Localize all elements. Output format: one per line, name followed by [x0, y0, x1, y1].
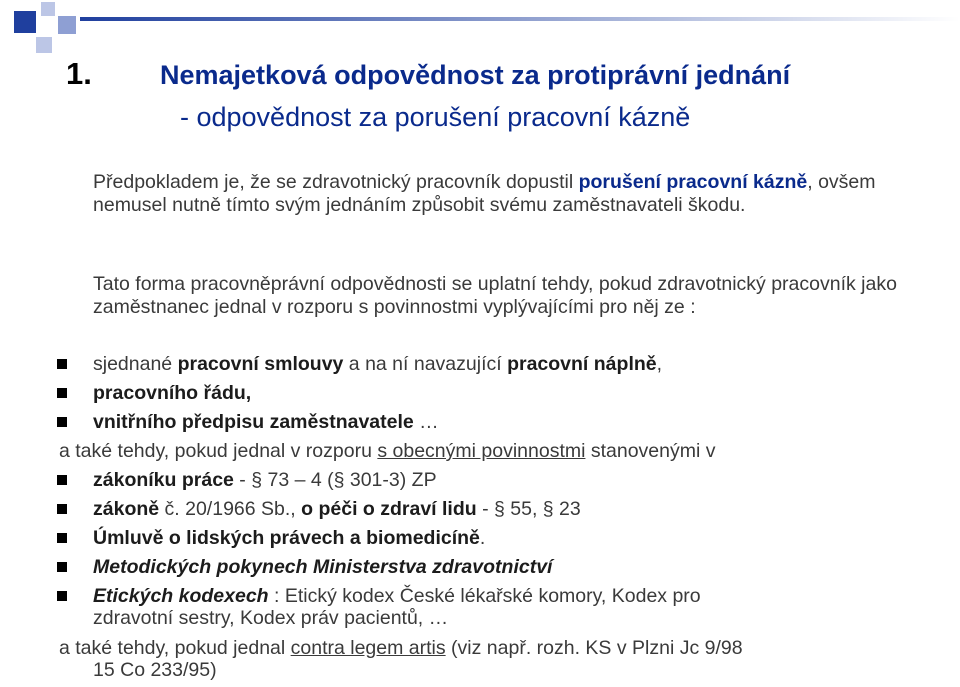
corner-decoration	[0, 0, 960, 60]
condition-paragraph: Tato forma pracovněprávní odpovědnosti se uplatní tehdy, pokud zdravotnický pracovník jako zaměstnanec jednal v rozporu s povinnostmi vyplývajícími pro něj ze :	[93, 273, 897, 318]
general-duties-line: a také tehdy, pokud jednal v rozporu s obecnými povinnostmi stanovenými v	[59, 440, 716, 462]
list-item: sjednané pracovní smlouvy a na ní navazující pracovní náplně,	[93, 353, 663, 375]
general-duties-link: s obecnými povinnostmi	[377, 440, 586, 462]
deco-square-dark	[14, 11, 36, 33]
legem-artis-line: a také tehdy, pokud jednal contra legem artis (viz např. rozh. KS v Plzni Jc 9/98	[59, 637, 743, 659]
slide-title: Nemajetková odpovědnost za protiprávní jednání	[160, 60, 791, 90]
list-item: Etických kodexech : Etický kodex České lékařské komory, Kodex pro	[93, 585, 701, 607]
slide-number: 1.	[66, 56, 92, 91]
list-item: Úmluvě o lidských právech a biomedicíně.	[93, 527, 486, 549]
list-item: vnitřního předpisu zaměstnavatele …	[93, 411, 439, 433]
deco-gradient-bar	[80, 17, 960, 21]
list-item: zákoníku práce - § 73 – 4 (§ 301-3) ZP	[93, 469, 437, 491]
deco-square-light	[41, 2, 55, 16]
deco-square-light	[36, 37, 52, 53]
intro-text: Předpokladem je, že se zdravotnický pracovník dopustil	[93, 171, 579, 193]
list-item: pracovního řádu,	[93, 382, 252, 404]
intro-text-end: , ovšem nemusel nutně tímto svým jednáním způsobit svému zaměstnavateli škodu.	[93, 171, 876, 216]
slide-subtitle: - odpovědnost za porušení pracovní kázně	[180, 102, 691, 132]
intro-highlight: porušení pracovní kázně	[578, 171, 808, 193]
list-item: Metodických pokynech Ministerstva zdravotnictví	[93, 556, 553, 578]
list-item: zákoně č. 20/1966 Sb., o péči o zdraví lidu - § 55, § 23	[93, 498, 581, 520]
legem-artis-link: contra legem artis	[290, 637, 446, 659]
intro-paragraph	[93, 171, 923, 217]
case-reference: 15 Co 233/95)	[93, 659, 217, 681]
list-item-continuation: zdravotní sestry, Kodex práv pacientů, …	[93, 607, 449, 629]
deco-square-mid	[58, 16, 76, 34]
